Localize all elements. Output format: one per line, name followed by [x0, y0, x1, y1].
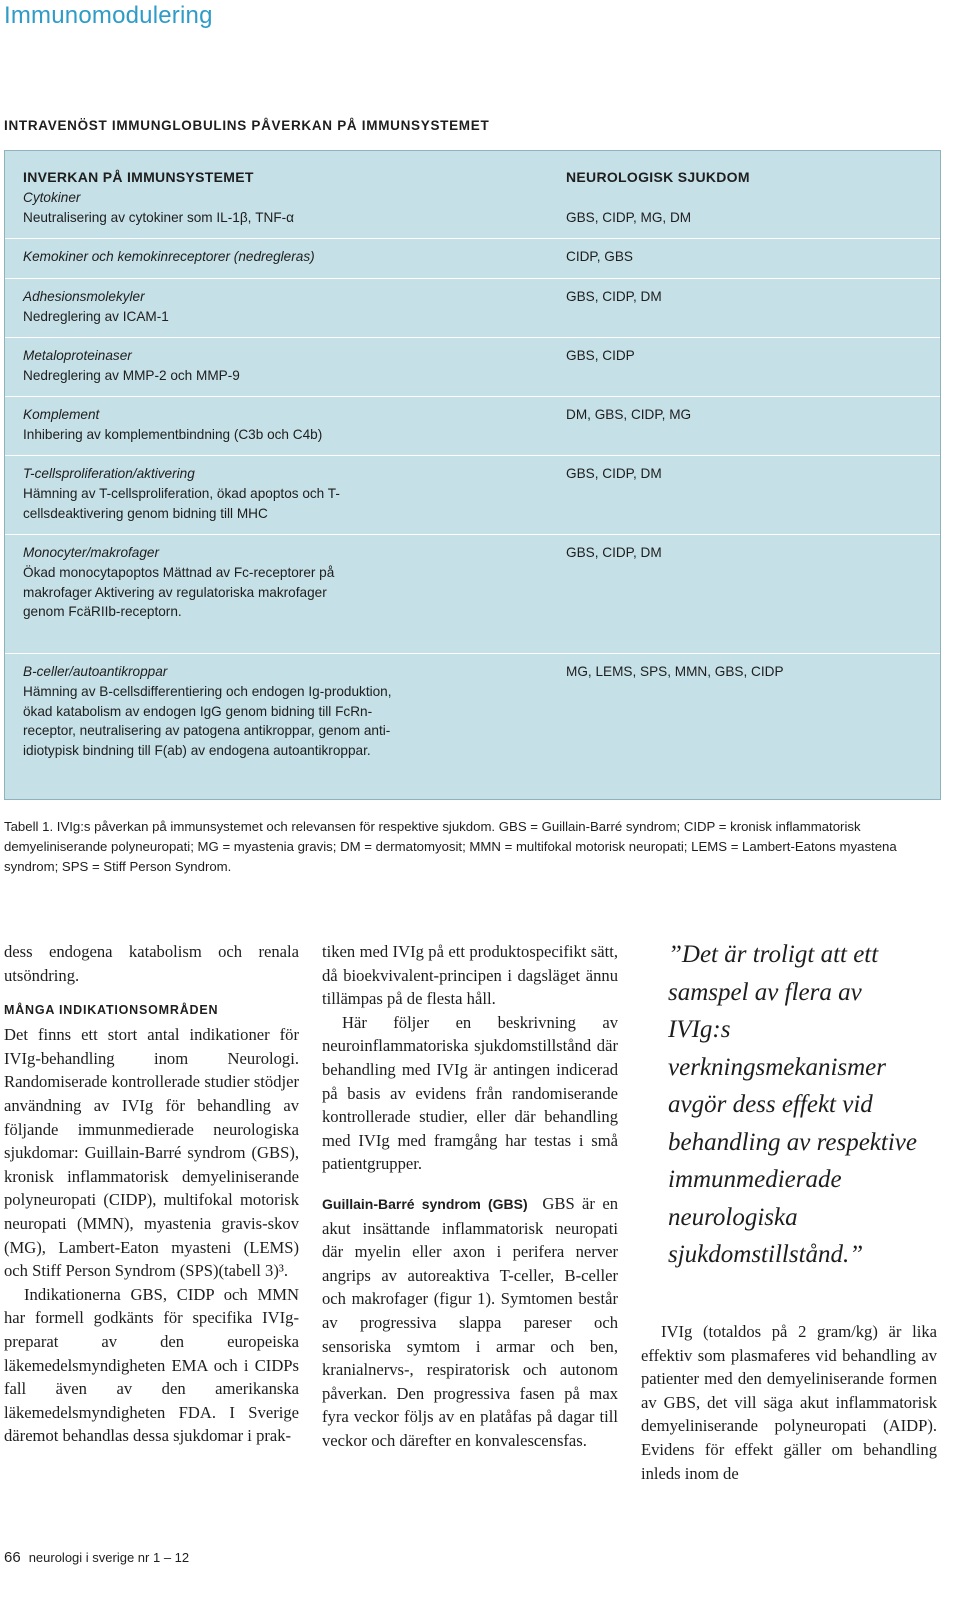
run-in-heading: Guillain-Barré syndrom (GBS) — [322, 1195, 528, 1212]
paragraph: Här följer en beskrivning av neuroinflammatoriska sjukdomstillstånd där behandling med IVIg är antingen indicerad på basis av evidens från randomiserande kontrollerade studier, eller där behandling med IVIg med framgång har testas i små patientgrupper. — [322, 1012, 618, 1174]
row-category: T-cellsproliferation/aktivering — [23, 466, 195, 481]
row-category: Komplement — [23, 407, 100, 422]
table-header-disease: NEUROLOGISK SJUKDOM — [566, 169, 750, 185]
row-text: Inhibering av komplementbindning (C3b och C4b) — [23, 426, 323, 442]
row-disease: GBS, CIDP — [566, 348, 635, 363]
paragraph: Det finns ett stort antal indikationer för IVIg-behandling inom Neurologi. Randomiserade kontrollerade studier stödjer användning av IVIg för behandling av följande immunmedierade neurologiska sjukdomar: Guillain-Barré syndrom (GBS), kronisk inflammatorisk demyeliniserande polyneuropati (CIDP), multifokal motorisk neuropati (MMN), myastenia gravis-skov (MG), Lambert-Eaton myasteni (LEMS) och Stiff Person Syndrom (SPS)(tabell 3)³. — [4, 1025, 299, 1281]
table-section-title: INTRAVENÖST IMMUNGLOBULINS PÅVERKAN PÅ IMMUNSYSTEMET — [4, 118, 490, 133]
row-disease: GBS, CIDP, DM — [566, 466, 662, 481]
pull-quote: ”Det är troligt att ett samspel av flera av IVIg:s verkningsmekanismer avgör dess effekt vid behandling av respektive immunmedierade neurologiska sjukdomstillstånd.” — [668, 941, 917, 1268]
table-row — [5, 151, 940, 239]
body-column-1 — [4, 940, 299, 1448]
paragraph: dess endogena katabolism och renala utsöndring. — [4, 942, 299, 985]
section-heading: MÅNGA INDIKATIONSOMRÅDEN — [4, 1003, 219, 1018]
row-disease: GBS, CIDP, MG, DM — [566, 210, 692, 225]
row-disease: GBS, CIDP, DM — [566, 289, 662, 304]
table-row — [5, 456, 940, 535]
paragraph: Indikationerna GBS, CIDP och MMN har formell godkänts för specifika IVIg-preparat av den europeiska läkemedelsmyndigheten EMA och i CIDPs fall även av den amerikanska läkemedelsmyndigheten FDA. I Sverige däremot behandlas dessa sjukdomar i prak- — [4, 1284, 299, 1446]
paragraph: GBS är en akut insättande inflammatorisk neuropati där myelin eller axon i perifera nerver angrips av autoreaktiva T-celler, B-celler och makrofager (figur 1). Symtomen består av progressiva slappa pareser och sensoriska symtom i armar och ben, kranialnervs-, respiratorisk och autonom påverkan. Den progressiva fasen på max fyra veckor följs av en platåfas på dagar till veckor och därefter en konvalescensfas. — [322, 1193, 618, 1450]
row-category: Adhesionsmolekyler — [23, 289, 145, 304]
row-category: Metaloproteinaser — [23, 348, 132, 363]
body-column-2 — [322, 940, 618, 1452]
table-row — [5, 239, 940, 279]
row-text: Nedreglering av MMP-2 och MMP-9 — [23, 367, 240, 383]
table-row — [5, 279, 940, 338]
body-column-3 — [641, 1320, 937, 1485]
row-text: Hämning av T-cellsproliferation, ökad apoptos och T-cellsdeaktivering genom bidning till MHC — [23, 485, 340, 521]
table-row — [5, 535, 940, 654]
page-footer — [4, 1549, 189, 1566]
table-row — [5, 654, 940, 801]
row-disease: DM, GBS, CIDP, MG — [566, 407, 692, 422]
row-category: Monocyter/makrofager — [23, 545, 159, 560]
paragraph: tiken med IVIg på ett produktospecifikt sätt, då bioekvivalent-principen i dagsläget ännu tillämpas på de flesta håll. — [322, 942, 618, 1009]
paragraph: IVIg (totaldos på 2 gram/kg) är lika effektiv som plasmaferes vid behandling av patienter med den demyeliniserande formen av GBS, det vill säga akut inflammatorisk demyeliniserande polyneuropati (AIDP). Evidens för effekt gäller om behandling inleds inom de — [641, 1322, 937, 1483]
row-text: Ökad monocytapoptos Mättnad av Fc-receptorer på makrofager Aktivering av regulatoriska makrofager genom FcäRIIb-receptorn. — [23, 564, 335, 620]
row-category: B-celler/autoantikroppar — [23, 664, 168, 679]
row-category: Cytokiner — [23, 190, 81, 205]
table-header-effect: INVERKAN PÅ IMMUNSYSTEMET — [23, 169, 254, 185]
row-disease: CIDP, GBS — [566, 249, 633, 264]
page-title: Immunomodulering — [4, 2, 213, 29]
row-disease: MG, LEMS, SPS, MMN, GBS, CIDP — [566, 664, 784, 679]
row-disease: GBS, CIDP, DM — [566, 545, 662, 560]
row-category: Kemokiner och kemokinreceptorer (nedregleras) — [23, 249, 315, 264]
journal-name: neurologi i sverige nr 1 – 12 — [28, 1550, 190, 1565]
table-row — [5, 397, 940, 456]
table-caption: Tabell 1. IVIg:s påverkan på immunsystemet och relevansen för respektive sjukdom. GBS = Guillain-Barré syndrom; CIDP = kronisk inflammatorisk demyeliniserande polyneuropati; MG = myastenia gravis; DM = dermatomyosit; MMN = multifokal motorisk neuropati; LEMS = Lambert-Eatons myastena syndrom; SPS = Stiff Person Syndrom. — [4, 819, 897, 874]
row-text: Hämning av B-cellsdifferentiering och endogen Ig-produktion, ökad katabolism av endogen IgG genom bidning till FcRn-receptor, neutralisering av patogena antikroppar, genom anti-idiotypisk bindning till F(ab) av endogena autoantikroppar. — [23, 683, 392, 759]
page-number: 66 — [4, 1549, 21, 1566]
ivig-table — [4, 150, 941, 800]
row-text: Neutralisering av cytokiner som IL-1β, TNF-α — [23, 209, 295, 225]
table-row — [5, 338, 940, 397]
row-text: Nedreglering av ICAM-1 — [23, 308, 169, 324]
